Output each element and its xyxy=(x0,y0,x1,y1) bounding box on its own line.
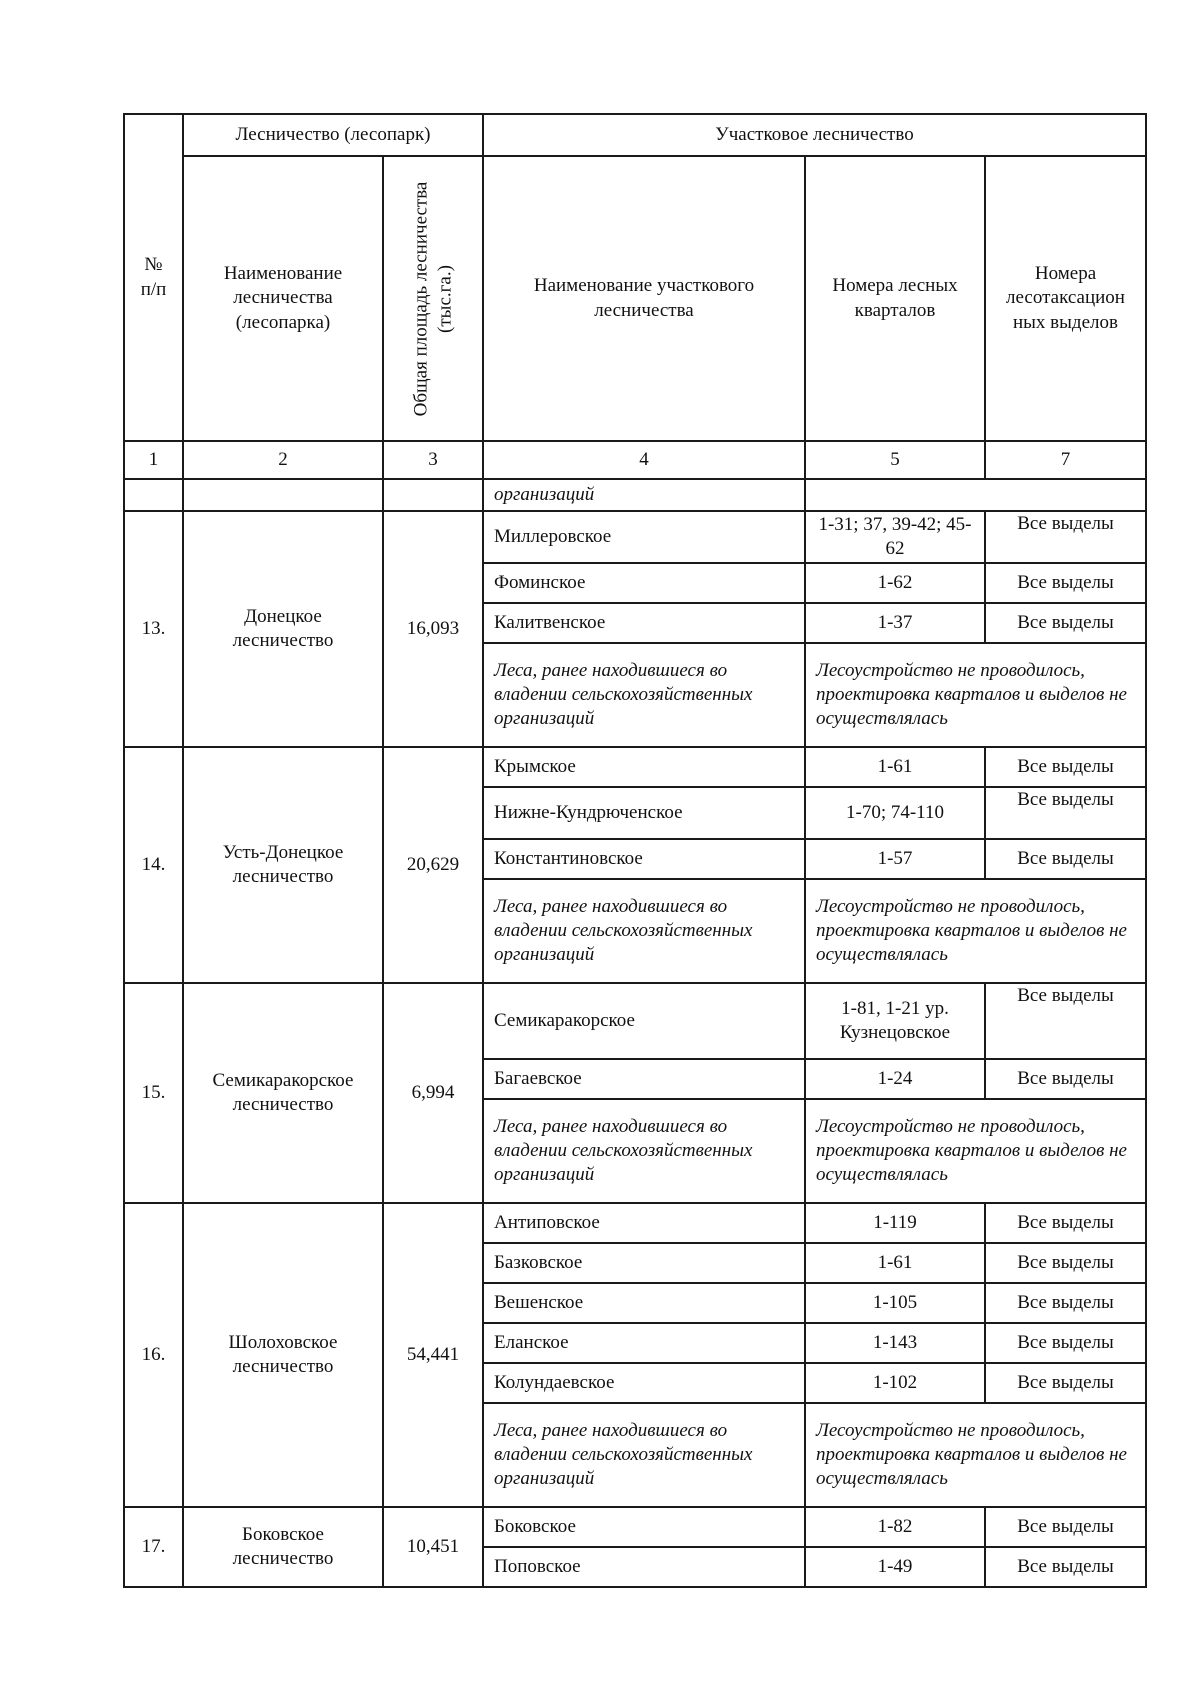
allotment-numbers: Все выделы xyxy=(985,563,1146,603)
district-name: Константиновское xyxy=(483,839,805,879)
quarter-numbers: 1-62 xyxy=(805,563,985,603)
allotment-numbers: Все выделы xyxy=(985,1203,1146,1243)
header-allotments: Номера лесотаксацион ных выделов xyxy=(985,156,1146,441)
column-number: 5 xyxy=(805,441,985,479)
quarter-numbers: 1-119 xyxy=(805,1203,985,1243)
forestry-name: Семикаракорское лесничество xyxy=(183,983,383,1203)
row-number: 15. xyxy=(124,983,183,1203)
forestry-name: Усть-Донецкое лесничество xyxy=(183,747,383,983)
district-name: Нижне-Кундрюченское xyxy=(483,787,805,839)
allotment-numbers: Все выделы xyxy=(985,787,1146,839)
column-number: 2 xyxy=(183,441,383,479)
quarter-numbers: 1-81, 1-21 ур. Кузнецовское xyxy=(805,983,985,1059)
former-lands-note: Лесоустройство не проводилось, проектировка кварталов и выделов не осуществлялась xyxy=(805,643,1146,747)
header-number: № п/п xyxy=(124,114,183,441)
forestry-area: 10,451 xyxy=(383,1507,483,1587)
former-lands-text: Леса, ранее находившиеся во владении сельскохозяйственных организаций xyxy=(483,1099,805,1203)
allotment-numbers: Все выделы xyxy=(985,1507,1146,1547)
allotment-numbers: Все выделы xyxy=(985,1059,1146,1099)
column-number-row xyxy=(124,441,1146,479)
former-lands-text: Леса, ранее находившиеся во владении сельскохозяйственных организаций xyxy=(483,643,805,747)
table-row xyxy=(124,1507,1146,1547)
district-name: Багаевское xyxy=(483,1059,805,1099)
forestry-table xyxy=(123,113,1147,1588)
district-name: Семикаракорское xyxy=(483,983,805,1059)
column-number: 3 xyxy=(383,441,483,479)
allotment-numbers: Все выделы xyxy=(985,1243,1146,1283)
quarter-numbers: 1-102 xyxy=(805,1363,985,1403)
table-row xyxy=(124,983,1146,1059)
header-total-area-cell xyxy=(383,156,483,441)
district-name: Миллеровское xyxy=(483,511,805,563)
quarter-numbers: 1-70; 74-110 xyxy=(805,787,985,839)
former-lands-note: Лесоустройство не проводилось, проектировка кварталов и выделов не осуществлялась xyxy=(805,1403,1146,1507)
continuation-row xyxy=(124,479,1146,511)
header-quarters: Номера лесных кварталов xyxy=(805,156,985,441)
district-name: Еланское xyxy=(483,1323,805,1363)
table-row xyxy=(124,1203,1146,1243)
quarter-numbers: 1-37 xyxy=(805,603,985,643)
district-name: Фоминское xyxy=(483,563,805,603)
former-lands-note: Лесоустройство не проводилось, проектировка кварталов и выделов не осуществлялась xyxy=(805,1099,1146,1203)
table-row xyxy=(124,511,1146,563)
former-lands-text: Леса, ранее находившиеся во владении сельскохозяйственных организаций xyxy=(483,879,805,983)
allotment-numbers: Все выделы xyxy=(985,1363,1146,1403)
continuation-text: организаций xyxy=(483,479,805,511)
quarter-numbers: 1-143 xyxy=(805,1323,985,1363)
former-lands-text: Леса, ранее находившиеся во владении сельскохозяйственных организаций xyxy=(483,1403,805,1507)
quarter-numbers: 1-61 xyxy=(805,747,985,787)
forestry-name: Боковское лесничество xyxy=(183,1507,383,1587)
allotment-numbers: Все выделы xyxy=(985,839,1146,879)
district-name: Базковское xyxy=(483,1243,805,1283)
allotment-numbers: Все выделы xyxy=(985,747,1146,787)
district-name: Боковское xyxy=(483,1507,805,1547)
header-district-group: Участковое лесничество xyxy=(483,114,1146,156)
allotment-numbers: Все выделы xyxy=(985,1323,1146,1363)
quarter-numbers: 1-31; 37, 39-42; 45-62 xyxy=(805,511,985,563)
row-number: 13. xyxy=(124,511,183,747)
column-number: 7 xyxy=(985,441,1146,479)
quarter-numbers: 1-49 xyxy=(805,1547,985,1587)
quarter-numbers: 1-24 xyxy=(805,1059,985,1099)
district-name: Калитвенское xyxy=(483,603,805,643)
allotment-numbers: Все выделы xyxy=(985,983,1146,1059)
forestry-area: 20,629 xyxy=(383,747,483,983)
allotment-numbers: Все выделы xyxy=(985,1547,1146,1587)
header-total-area: Общая площадь лесничества (тыс.га.) xyxy=(410,181,455,416)
allotment-numbers: Все выделы xyxy=(985,511,1146,563)
row-number: 17. xyxy=(124,1507,183,1587)
row-number: 14. xyxy=(124,747,183,983)
forestry-name: Донецкое лесничество xyxy=(183,511,383,747)
district-name: Крымское xyxy=(483,747,805,787)
row-number: 16. xyxy=(124,1203,183,1507)
table-row xyxy=(124,747,1146,787)
forestry-name: Шолоховское лесничество xyxy=(183,1203,383,1507)
header-forestry-group: Лесничество (лесопарк) xyxy=(183,114,483,156)
quarter-numbers: 1-105 xyxy=(805,1283,985,1323)
header-forestry-name: Наименование лесничества (лесопарка) xyxy=(183,156,383,441)
column-number: 4 xyxy=(483,441,805,479)
forestry-area: 6,994 xyxy=(383,983,483,1203)
forestry-area: 16,093 xyxy=(383,511,483,747)
header-district-name: Наименование участкового лесничества xyxy=(483,156,805,441)
district-name: Колундаевское xyxy=(483,1363,805,1403)
quarter-numbers: 1-61 xyxy=(805,1243,985,1283)
district-name: Антиповское xyxy=(483,1203,805,1243)
quarter-numbers: 1-57 xyxy=(805,839,985,879)
district-name: Вешенское xyxy=(483,1283,805,1323)
district-name: Поповское xyxy=(483,1547,805,1587)
allotment-numbers: Все выделы xyxy=(985,1283,1146,1323)
quarter-numbers: 1-82 xyxy=(805,1507,985,1547)
allotment-numbers: Все выделы xyxy=(985,603,1146,643)
column-number: 1 xyxy=(124,441,183,479)
former-lands-note: Лесоустройство не проводилось, проектировка кварталов и выделов не осуществлялась xyxy=(805,879,1146,983)
forestry-area: 54,441 xyxy=(383,1203,483,1507)
